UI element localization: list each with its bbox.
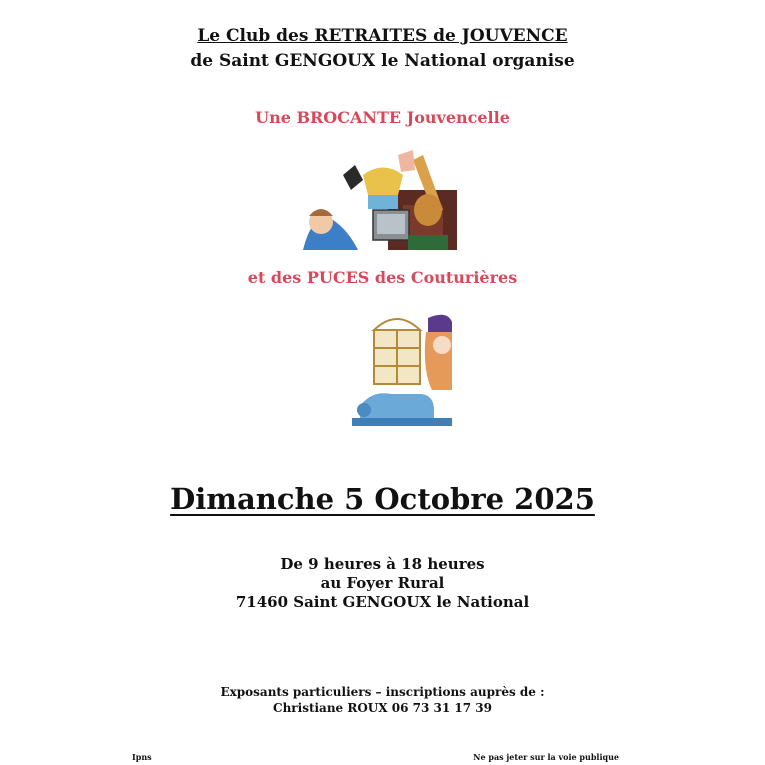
event-venue: au Foyer Rural [320, 574, 445, 592]
footer-notice: Ne pas jeter sur la voie publique [473, 752, 619, 762]
exhibitor-contact [0, 684, 765, 716]
club-subtitle: de Saint GENGOUX le National organise [190, 51, 575, 71]
contact-name-phone: Christiane ROUX 06 73 31 17 39 [273, 701, 492, 715]
event-date: Dimanche 5 Octobre 2025 [170, 482, 595, 516]
club-title: Le Club des RETRAITES de JOUVENCE [197, 26, 568, 46]
brocante-heading: Une BROCANTE Jouvencelle [255, 108, 510, 127]
event-info [0, 555, 765, 612]
puces-heading: et des PUCES des Couturières [247, 268, 518, 287]
event-address: 71460 Saint GENGOUX le National [235, 593, 530, 611]
event-hours: De 9 heures à 18 heures [280, 555, 485, 573]
contact-line: Exposants particuliers – inscriptions auprès de : [220, 685, 545, 699]
brocante-illustration [303, 150, 457, 250]
couturieres-illustration [352, 310, 452, 426]
footer-ipns: Ipns [132, 752, 152, 762]
